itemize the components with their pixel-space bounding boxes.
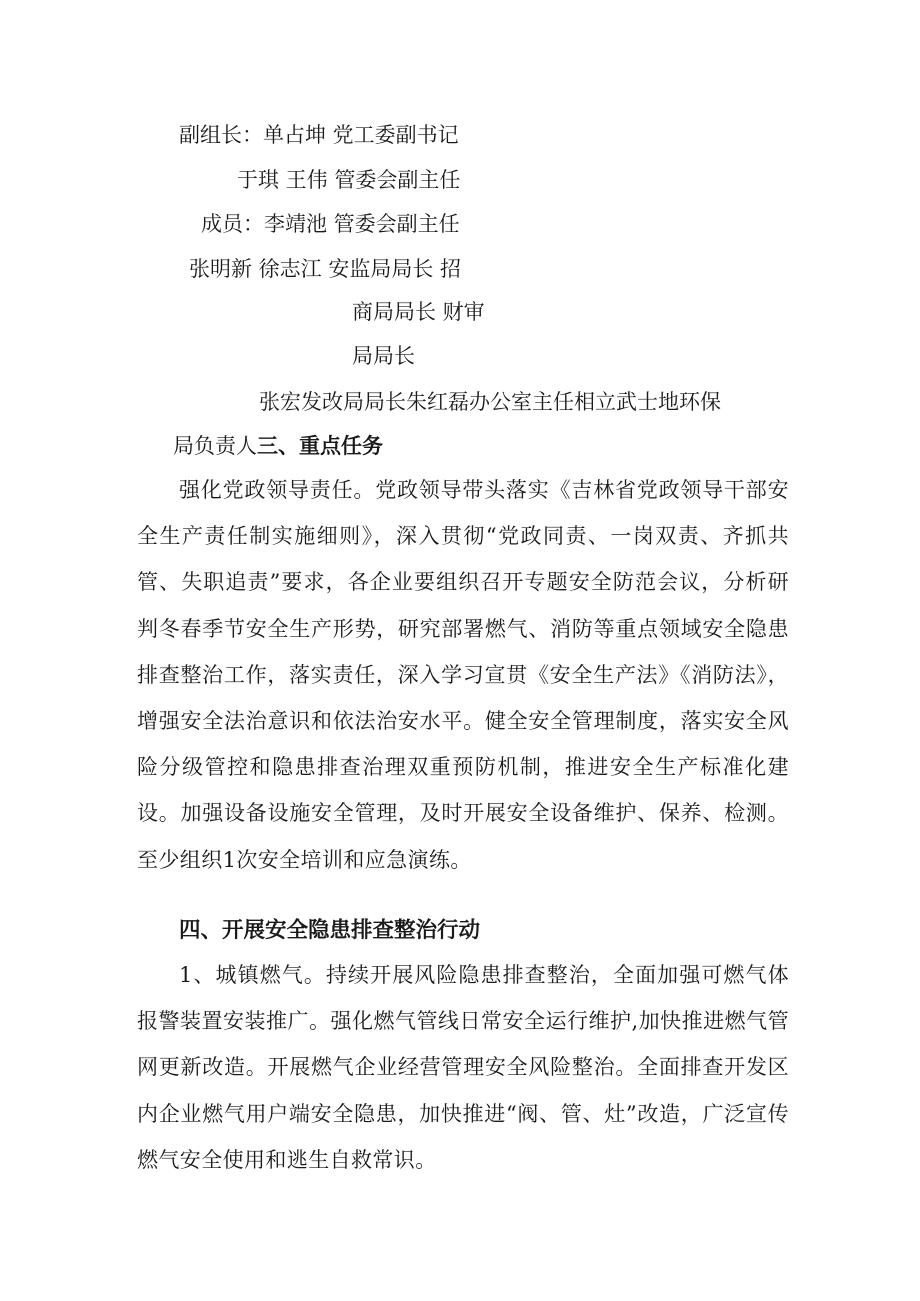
members-line-1: 成员：李靖池 管委会副主任 — [201, 212, 460, 236]
deputy-leader-line-2: 于琪 王伟 管委会副主任 — [237, 168, 461, 192]
members-line-6 — [173, 433, 383, 459]
members-line-4: 局局长 — [352, 344, 415, 368]
section-3-title: 三、重点任务 — [257, 434, 383, 458]
section-4-title: 四、开展安全隐患排查整治行动 — [179, 918, 481, 943]
members-line-2: 张明新 徐志江 安监局局长 招 — [189, 257, 462, 281]
deputy-leader-line: 副组长：单占坤 党工委副书记 — [179, 123, 459, 147]
members-line-5: 张宏发改局局长朱红磊办公室主任相立武士地环保 — [259, 390, 721, 414]
members-line-6-prefix: 局负责人 — [173, 434, 257, 458]
section-3-paragraph: 强化党政领导责任。党政领导带头落实《吉林省党政领导干部安全生产责任制实施细则》，深入贯彻“党政同责、一岗双责、齐抓共管、失职追责”要求，各企业要组织召开专题安全防范会议，分析研判冬春季节安全生产形势，研究部署燃气、消防等重点领域安全隐患排查整治工作，落实责任，深入学习宣贯《安全生产法》《消防法》，增强安全法治意识和依法治安水平。健全安全管理制度，落实安全风险分级管控和隐患排查治理双重预防机制，推进安全生产标准化建设。加强设备设施安全管理，及时开展安全设备维护、保养、检测。至少组织1次安全培训和应急演练。 — [137, 478, 789, 872]
members-line-3: 商局局长 财审 — [352, 300, 485, 324]
section-4-paragraph: 1、城镇燃气。持续开展风险隐患排查整治，全面加强可燃气体报警装置安装推广。强化燃气管线日常安全运行维护,加快推进燃气管网更新改造。开展燃气企业经营管理安全风险整治。全面排查开发区内企业燃气用户端安全隐患，加快推进“阀、管、灶”改造，广泛宣传燃气安全使用和逃生自救常识。 — [137, 963, 789, 1172]
